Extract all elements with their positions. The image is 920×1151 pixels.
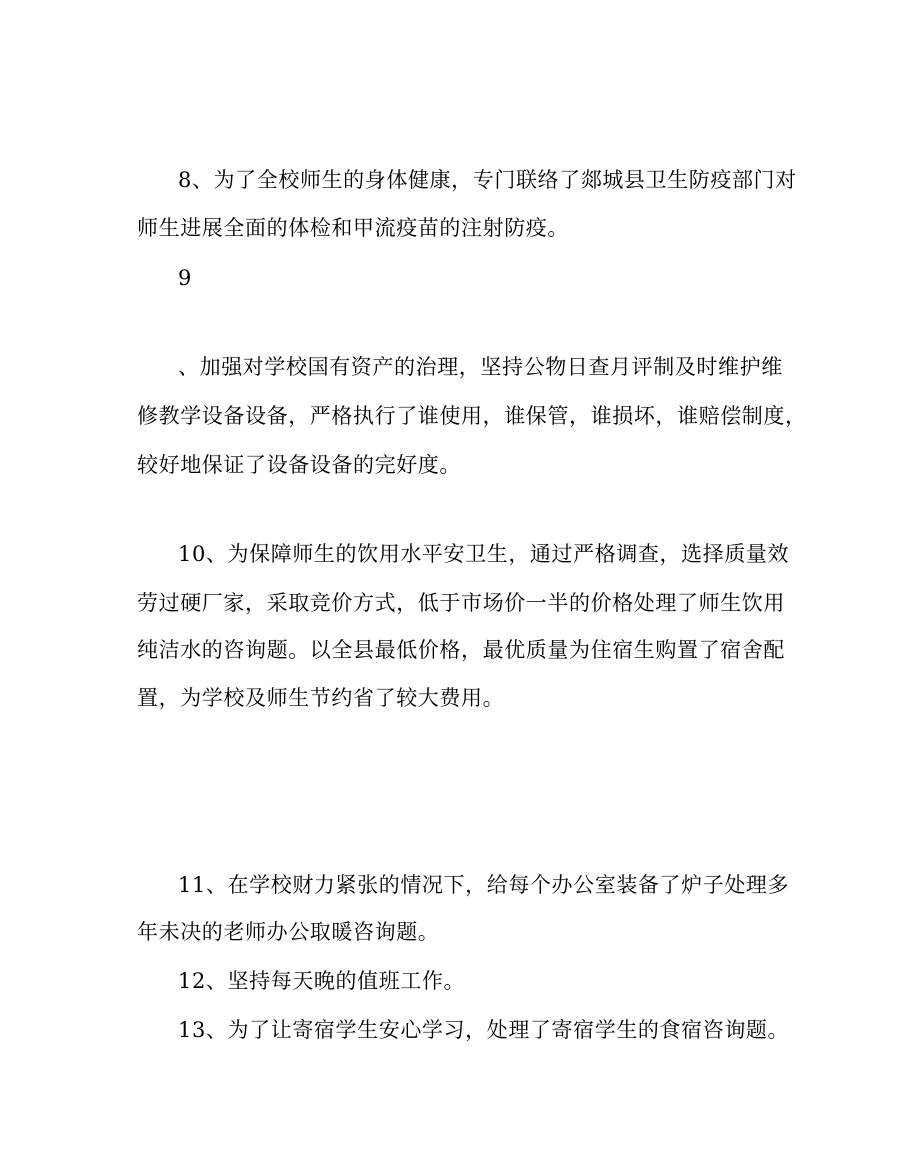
text-line: 较好地保证了设备设备的完好度。 (137, 453, 461, 477)
text-line: 12、坚持每天晚的值班工作。 (178, 969, 466, 993)
text-line: 、加强对学校国有资产的治理，坚持公物日查月评制及时维护维 (178, 355, 783, 379)
text-line: 置，为学校及师生节约省了较大费用。 (137, 686, 505, 710)
text-line: 年未决的老师办公取暖咨询题。 (137, 920, 440, 944)
text-line: 10、为保障师生的饮用水平安卫生，通过严格调查，选择质量效 (178, 542, 790, 566)
text-line: 11、在学校财力紧张的情况下，给每个办公室装备了炉子处理多 (178, 873, 790, 897)
text-line: 修教学设备设备，严格执行了谁使用，谁保管，谁损坏，谁赔偿制度， (137, 404, 807, 428)
text-line: 13、为了让寄宿学生安心学习，处理了寄宿学生的食宿咨询题。 (178, 1018, 790, 1042)
text-line: 9 (178, 266, 192, 290)
text-line: 师生进展全面的体检和甲流疫苗的注射防疫。 (137, 216, 569, 240)
text-line: 纯洁水的咨询题。以全县最低价格，最优质量为住宿生购置了宿舍配 (137, 638, 785, 662)
text-line: 劳过硬厂家，采取竞价方式，低于市场价一半的价格处理了师生饮用 (137, 591, 785, 615)
text-line: 8、为了全校师生的身体健康，专门联络了郯城县卫生防疫部门对 (178, 168, 797, 192)
